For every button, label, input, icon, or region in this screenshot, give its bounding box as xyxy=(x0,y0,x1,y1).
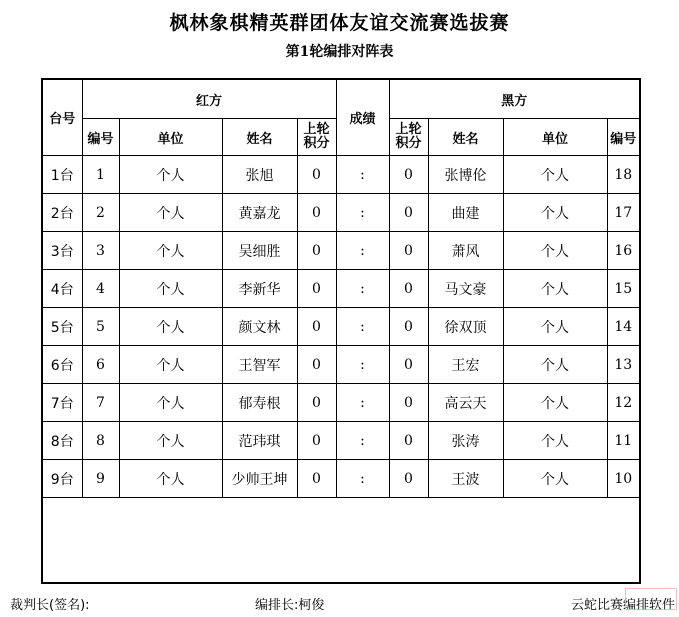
black-prev-score-cell: 0 xyxy=(389,346,428,384)
black-name-cell: 曲建 xyxy=(428,194,503,232)
red-name-header: 姓名 xyxy=(222,119,297,156)
result-cell: : xyxy=(336,156,389,194)
black-side-header: 黑方 xyxy=(389,80,639,119)
red-name-cell: 张旭 xyxy=(222,156,297,194)
black-unit-header: 单位 xyxy=(503,119,607,156)
black-unit-cell: 个人 xyxy=(503,194,607,232)
red-number-cell: 9 xyxy=(82,460,119,498)
black-name-cell: 徐双顶 xyxy=(428,308,503,346)
result-cell: : xyxy=(336,460,389,498)
board-cell: 2台 xyxy=(43,194,82,232)
pairing-table-frame xyxy=(41,78,641,584)
red-unit-cell: 个人 xyxy=(119,384,222,422)
red-unit-cell: 个人 xyxy=(119,194,222,232)
watermark-stamp xyxy=(625,588,677,610)
table-row xyxy=(43,346,639,384)
black-number-cell: 18 xyxy=(607,156,639,194)
page-title: 枫林象棋精英群团体友谊交流赛选拔赛 xyxy=(169,12,510,34)
black-name-cell: 王波 xyxy=(428,460,503,498)
black-number-cell: 12 xyxy=(607,384,639,422)
table-row xyxy=(43,194,639,232)
red-unit-cell: 个人 xyxy=(119,270,222,308)
red-name-cell: 黄嘉龙 xyxy=(222,194,297,232)
black-number-cell: 13 xyxy=(607,346,639,384)
pairing-table xyxy=(43,80,639,498)
black-prev-score-cell: 0 xyxy=(389,460,428,498)
red-number-header: 编号 xyxy=(82,119,119,156)
result-cell: : xyxy=(336,422,389,460)
black-name-cell: 马文豪 xyxy=(428,270,503,308)
red-side-header: 红方 xyxy=(82,80,336,119)
red-number-cell: 5 xyxy=(82,308,119,346)
black-number-cell: 14 xyxy=(607,308,639,346)
red-prev-score-cell: 0 xyxy=(297,308,336,346)
result-cell: : xyxy=(336,232,389,270)
table-row xyxy=(43,460,639,498)
red-number-cell: 3 xyxy=(82,232,119,270)
red-unit-cell: 个人 xyxy=(119,460,222,498)
result-cell: : xyxy=(336,308,389,346)
result-cell: : xyxy=(336,346,389,384)
red-unit-header: 单位 xyxy=(119,119,222,156)
result-cell: : xyxy=(336,270,389,308)
red-name-cell: 王智军 xyxy=(222,346,297,384)
red-name-cell: 范玮琪 xyxy=(222,422,297,460)
red-unit-cell: 个人 xyxy=(119,156,222,194)
red-unit-cell: 个人 xyxy=(119,232,222,270)
red-number-cell: 1 xyxy=(82,156,119,194)
red-prev-score-cell: 0 xyxy=(297,232,336,270)
red-prev-score-header: 上轮 积分 xyxy=(297,119,336,156)
red-name-cell: 少帅王坤 xyxy=(222,460,297,498)
black-prev-score-cell: 0 xyxy=(389,232,428,270)
red-name-cell: 郁寿根 xyxy=(222,384,297,422)
black-unit-cell: 个人 xyxy=(503,422,607,460)
board-cell: 3台 xyxy=(43,232,82,270)
board-header: 台号 xyxy=(43,80,82,156)
red-prev-score-cell: 0 xyxy=(297,346,336,384)
pairing-rows xyxy=(43,156,639,498)
board-cell: 8台 xyxy=(43,422,82,460)
table-row xyxy=(43,308,639,346)
table-row xyxy=(43,156,639,194)
black-number-cell: 15 xyxy=(607,270,639,308)
referee-signature-label: 裁判长(签名): xyxy=(10,598,90,613)
red-number-cell: 7 xyxy=(82,384,119,422)
black-name-cell: 王宏 xyxy=(428,346,503,384)
board-cell: 1台 xyxy=(43,156,82,194)
black-name-cell: 高云天 xyxy=(428,384,503,422)
arranger-label: 编排长:柯俊 xyxy=(255,598,325,613)
black-unit-cell: 个人 xyxy=(503,232,607,270)
black-unit-cell: 个人 xyxy=(503,346,607,384)
red-name-cell: 吴细胜 xyxy=(222,232,297,270)
table-row xyxy=(43,422,639,460)
black-number-cell: 11 xyxy=(607,422,639,460)
red-unit-cell: 个人 xyxy=(119,308,222,346)
table-row xyxy=(43,384,639,422)
black-prev-score-header: 上轮 积分 xyxy=(389,119,428,156)
red-prev-score-cell: 0 xyxy=(297,156,336,194)
red-number-cell: 2 xyxy=(82,194,119,232)
result-cell: : xyxy=(336,384,389,422)
red-prev-score-cell: 0 xyxy=(297,460,336,498)
red-unit-cell: 个人 xyxy=(119,346,222,384)
result-cell: : xyxy=(336,194,389,232)
result-header: 成绩 xyxy=(336,80,389,156)
red-number-cell: 6 xyxy=(82,346,119,384)
red-unit-cell: 个人 xyxy=(119,422,222,460)
board-cell: 5台 xyxy=(43,308,82,346)
red-prev-score-cell: 0 xyxy=(297,270,336,308)
black-prev-score-cell: 0 xyxy=(389,384,428,422)
board-cell: 7台 xyxy=(43,384,82,422)
red-number-cell: 8 xyxy=(82,422,119,460)
software-credit: 云蛇比赛编排软件 xyxy=(570,598,675,613)
board-cell: 9台 xyxy=(43,460,82,498)
black-name-cell: 张博伦 xyxy=(428,156,503,194)
page-subtitle: 第1轮编排对阵表 xyxy=(285,44,394,60)
black-prev-score-cell: 0 xyxy=(389,422,428,460)
black-unit-cell: 个人 xyxy=(503,460,607,498)
board-cell: 4台 xyxy=(43,270,82,308)
red-name-cell: 李新华 xyxy=(222,270,297,308)
black-unit-cell: 个人 xyxy=(503,384,607,422)
black-prev-score-cell: 0 xyxy=(389,270,428,308)
black-prev-score-cell: 0 xyxy=(389,308,428,346)
black-prev-score-cell: 0 xyxy=(389,194,428,232)
red-prev-score-cell: 0 xyxy=(297,384,336,422)
black-prev-score-cell: 0 xyxy=(389,156,428,194)
board-cell: 6台 xyxy=(43,346,82,384)
table-row xyxy=(43,232,639,270)
black-name-header: 姓名 xyxy=(428,119,503,156)
black-name-cell: 张涛 xyxy=(428,422,503,460)
black-number-cell: 17 xyxy=(607,194,639,232)
red-prev-score-cell: 0 xyxy=(297,194,336,232)
black-unit-cell: 个人 xyxy=(503,308,607,346)
red-number-cell: 4 xyxy=(82,270,119,308)
table-row xyxy=(43,270,639,308)
black-name-cell: 萧风 xyxy=(428,232,503,270)
black-number-cell: 16 xyxy=(607,232,639,270)
black-number-header: 编号 xyxy=(607,119,639,156)
black-unit-cell: 个人 xyxy=(503,156,607,194)
black-unit-cell: 个人 xyxy=(503,270,607,308)
red-prev-score-cell: 0 xyxy=(297,422,336,460)
black-number-cell: 10 xyxy=(607,460,639,498)
red-name-cell: 颜文林 xyxy=(222,308,297,346)
